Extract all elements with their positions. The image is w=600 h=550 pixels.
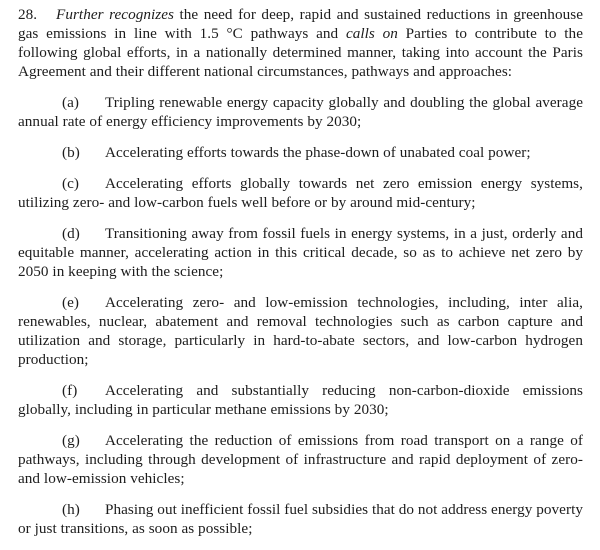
item-label: (g) — [62, 432, 80, 449]
item-label: (h) — [62, 501, 80, 518]
list-item-g — [18, 431, 583, 488]
paragraph-lead-italic: Further recognizes — [56, 6, 174, 23]
paragraph-text-1: the need for deep, rapid and sustained reductions in greenhouse gas emissions in line with 1.5 °C pathways and — [18, 6, 583, 42]
item-label: (d) — [62, 225, 80, 242]
list-item-a — [18, 93, 583, 131]
list-item-b — [18, 143, 583, 162]
item-text: Accelerating efforts towards the phase-down of unabated coal power; — [105, 144, 531, 161]
document-page — [18, 5, 583, 550]
item-label: (b) — [62, 144, 80, 161]
item-text: Accelerating zero- and low-emission technologies, including, inter alia, renewables, nuclear, abatement and removal technologies such as carbon capture and utilization and storage, particularly in hard-to-abate sectors, and low-carbon hydrogen production; — [18, 294, 583, 368]
list-item-f — [18, 381, 583, 419]
list-item-c — [18, 174, 583, 212]
list-item-e — [18, 293, 583, 369]
list-item-h — [18, 500, 583, 538]
item-text: Accelerating the reduction of emissions from road transport on a range of pathways, including through development of infrastructure and rapid deployment of zero- and low-emission vehicles; — [18, 432, 583, 487]
item-label: (c) — [62, 175, 80, 192]
item-text: Transitioning away from fossil fuels in energy systems, in a just, orderly and equitable manner, accelerating action in this critical decade, so as to achieve net zero by 2050 in keeping with the science; — [18, 225, 583, 280]
item-label: (e) — [62, 294, 80, 311]
paragraph-calls-on-italic: calls on — [345, 25, 398, 42]
item-label: (f) — [62, 382, 78, 399]
paragraph-28 — [18, 5, 583, 81]
item-text: Tripling renewable energy capacity globally and doubling the global average annual rate of energy efficiency improvements by 2030; — [18, 94, 583, 130]
item-label: (a) — [62, 94, 80, 111]
paragraph-text-2: Parties to contribute to the following global efforts, in a nationally determined manner, taking into account the Paris Agreement and their different national circumstances, pathways and approaches: — [18, 25, 583, 80]
item-text: Accelerating efforts globally towards net zero emission energy systems, utilizing zero- and low-carbon fuels well before or by around mid-century; — [18, 175, 583, 211]
list-item-d — [18, 224, 583, 281]
item-text: Phasing out inefficient fossil fuel subsidies that do not address energy poverty or just transitions, as soon as possible; — [18, 501, 583, 537]
item-text: Accelerating and substantially reducing non-carbon-dioxide emissions globally, including in particular methane emissions by 2030; — [18, 382, 583, 418]
paragraph-number: 28. — [18, 6, 38, 23]
